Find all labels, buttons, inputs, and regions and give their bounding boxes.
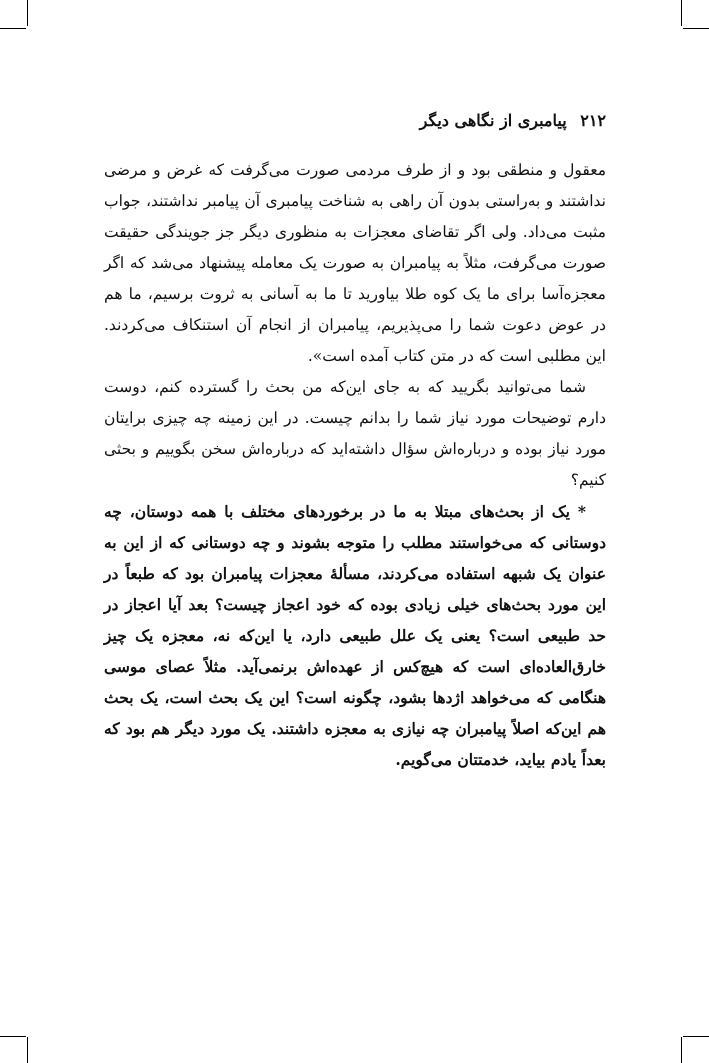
- paragraph-answer-continuation: معقول و منطقی بود و از طرف مردمی صورت می‌گرفت که غرض و مرضی نداشتند و به‌راستی بدون آن راهی به شناخت پیامبری آن پیامبر نداشتند، جواب مثبت می‌داد. ولی اگر تقاضای معجزات به منظوری دیگر جز جویندگی حقیقت صورت می‌گرفت، مثلاً به پیامبران به صورت یک معامله پیشنهاد می‌شد که اگر معجزه‌آسا برای ما یک کوه طلا بیاورید تا ما به آسانی به ثروت برسیم، ما هم در عوض دعوت شما را می‌پذیریم، پیامبران از انجام آن استنکاف می‌کردند. این مطلبی است که در متن کتاب آمده است».: [104, 161, 606, 365]
- crop-mark-bottom-right-horizontal: [683, 1036, 709, 1037]
- crop-mark-top-right-vertical: [681, 0, 682, 26]
- page-number: ۲۱۲: [580, 111, 606, 130]
- crop-mark-bottom-left-horizontal: [0, 1036, 26, 1037]
- crop-mark-top-left-vertical: [27, 0, 28, 26]
- crop-mark-bottom-right-vertical: [681, 1037, 682, 1063]
- crop-mark-top-right-horizontal: [683, 28, 709, 29]
- paragraph-invitation: شما می‌توانید بگریید که به جای این‌که من بحث را گسترده کنم، دوست دارم توضیحات مورد نیاز شما را بدانم چیست. در این زمینه چه چیزی برایتان مورد نیاز بوده و درباره‌اش سؤال داشته‌اید که درباره‌اش سخن بگوییم و بحثی کنیم؟: [104, 378, 606, 489]
- running-head: [104, 108, 606, 134]
- paragraph-question: * یک از بحث‌های مبتلا به ما در برخوردهای مختلف با همه دوستان، چه دوستانی که می‌خواستند مطلب را متوجه بشوند و چه دوستانی که از این به عنوان یک شبهه استفاده می‌کردند، مسألهٔ معجزات پیامبران بود که طبعاً در این مورد بحث‌های خیلی زیادی بوده که خود اعجاز چیست؟ بعد آیا اعجاز در حد طبیعی است؟ یعنی یک علل طبیعی دارد، یا این‌که نه، معجزه یک چیز خارق‌العاده‌ای است که هیچ‌کس از عهده‌اش برنمی‌آید. مثلاً عصای موسی هنگامی که می‌خواهد اژدها بشود، چگونه است؟ این یک بحث است، یک بحث هم این‌که اصلاً پیامبران چه نیازی به معجزه داشتند. یک مورد دیگر هم بود که بعداً یادم بیاید، خدمتتان می‌گویم.: [104, 502, 606, 769]
- book-page: [104, 108, 606, 775]
- body-text: [104, 155, 606, 775]
- crop-mark-top-left-horizontal: [0, 28, 26, 29]
- running-title: پیامبری از نگاهی دیگر: [419, 111, 567, 130]
- crop-mark-bottom-left-vertical: [27, 1037, 28, 1063]
